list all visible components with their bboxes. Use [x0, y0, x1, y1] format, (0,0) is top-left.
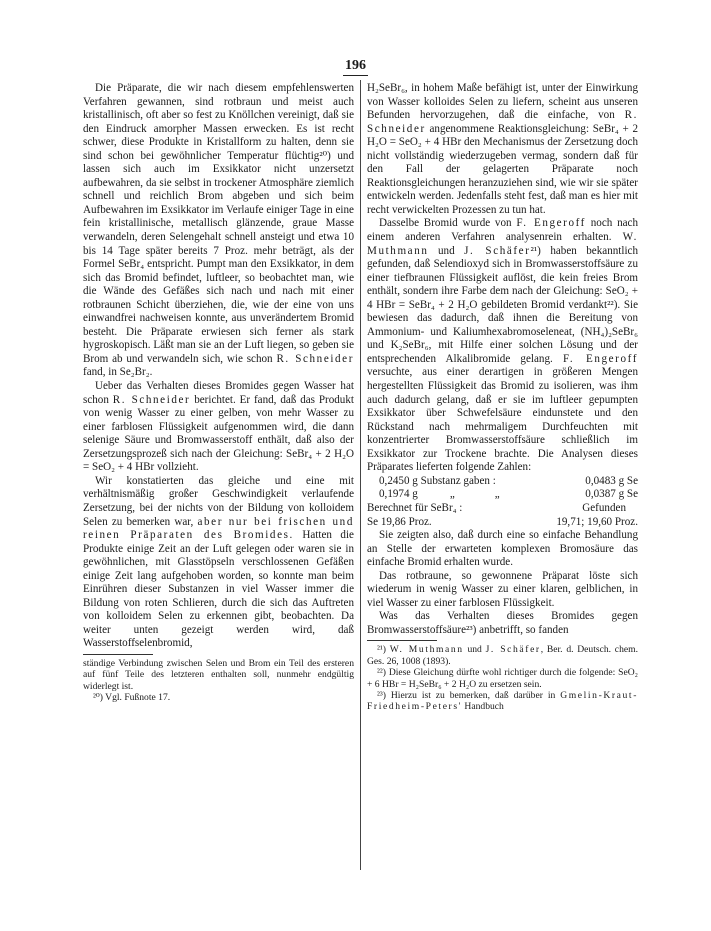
- paragraph: Was das Verhalten dieses Bromides gegen Bromwasserstoffsäure²³) anbetrifft, so fanden: [367, 610, 638, 636]
- paragraph: Ueber das Verhalten dieses Bromides gegen Wasser hat schon R. Schneider berichtet. Er fand, daß das Produkt von wenig Wasser zu einer gelben, von mehr Wasser zu einer farblosen Flüssigkeit aufgenommen wird, die dann selenige Säure und Bromwasserstoff enthält, daß also der Zersetzungsprozeß sich nach der Gleichung: SeBr₄ + 2 H₂O = SeO₂ + 4 HBr vollzieht.: [83, 380, 354, 474]
- column-divider: [360, 80, 361, 870]
- table-row: 0,1974 g „ „ 0,0387 g Se: [379, 488, 638, 501]
- emphasized-text: aber nur bei frischen und reinen Präparaten des Bromides.: [83, 515, 354, 542]
- footnote-20: ²⁰) Vgl. Fußnote 17.: [93, 692, 171, 704]
- footnote-rule: [83, 654, 153, 655]
- paragraph: H₂SeBr₆, in hohem Maße befähigt ist, unter der Einwirkung von Wasser kolloides Selen zu liefern, scheint aus unseren Befunden hervorzugehen, daß die einfache, von R. Schneider angenommene Reaktionsgleichung: SeBr₄ + 2 H₂O = SeO₂ + 4 HBr den Mechanismus der Zersetzung doch nicht vollständig wiederzugeben vermag, sondern daß für den Fall der gelagerten Präparate noch Reaktionsgleichungen heranzuziehen sind, wie wir sie später entwickeln werden. Jedenfalls steht fest, daß man es hier mit recht verwickelten Prozessen zu tun hat.: [367, 82, 638, 216]
- author-name: R. Schneider: [276, 352, 354, 365]
- paragraph: Die Präparate, die wir nach diesem empfehlenswerten Verfahren gewannen, sind rotbraun und meist auch kristallinisch, oft aber so fest zu Knöllchen vereinigt, daß sie den Eindruck amorpher Massen erwecken. Es ist recht schwer, diese Produkte in Kristallform zu halten, denn sie sind schon bei gewöhnlicher Temperatur flüchtig²⁰) und lassen sich auch im Exsikkator nicht unzersetzt aufbewahren, da sie selbst in trockener Atmosphäre ziemlich schnell und reichlich Brom abgeben und sich beim Aufbewahren im Exsikkator im Verlaufe einiger Tage in eine fein kristallinische, metallisch glänzende, graue Masse verwandeln, deren Selengehalt schnell ansteigt und etwa 10 bis 14 Tage später bereits 7 Proz. mehr beträgt, als der Formel SeBr₄ entspricht. Pumpt man den Exsikkator, in dem sich das Bromid befindet, luftleer, so beobachtet man, wie die Wände des Gefäßes sich nach und nach mit einer rotbraunen Schicht überziehen, die, wie der eine von uns einwandfrei nachweisen konnte, aus unverändertem Bromid besteht. Die Präparate erwiesen sich ferner als stark hygroskopisch. Läßt man sie an der Luft liegen, so geben sie Brom ab und verwandeln sich, wie schon R. Schneider fand, in Se₂Br₂.: [83, 82, 354, 379]
- table-row: 0,2450 g Substanz gaben : 0,0483 g Se: [379, 474, 638, 487]
- analysis-table: [367, 475, 638, 529]
- author-name: J. Schäfer: [464, 244, 531, 257]
- author-name: F. Engeroff: [562, 352, 638, 365]
- paragraph: Sie zeigten also, daß durch eine so einfache Behandlung an Stelle der erwarteten komplexen Bromosäure das einfache Bromid erhalten wurde.: [367, 529, 638, 569]
- page-number: 196: [0, 58, 711, 76]
- footnote-22: ²²) Diese Gleichung dürfte wohl richtiger durch die folgende: SeO₂ + 6 HBr = H₂SeBr₆ + 2 H₂O zu ersetzen sein.: [367, 667, 638, 690]
- table-row: Se 19,86 Proz. 19,71; 19,60 Proz.: [367, 515, 638, 528]
- paragraph: Wir konstatierten das gleiche und eine mit verhältnismäßig großer Geschwindigkeit verlaufende Zersetzung, bei der nichts von der Bildung von kolloidem Selen zu bemerken war, aber nur bei frischen und reinen Präparaten des Bromides. Hatten die Produkte einige Zeit an der Luft gelegen oder waren sie in gewöhnlichen, mit Glasstöpseln verschlossenen Gefäßen einige Zeit lang aufgehoben worden, so konnte man beim Einrühren dieser Substanzen in viel Wasser immer die Bildung von roten Schlieren, durch die sich das Auftreten von kolloidem Selen zu erkennen gibt, beobachten. Da weiter unten gezeigt werden wird, daß Wasserstoffselenbromid,: [83, 474, 354, 650]
- footnote-21: ²¹) W. Muthmann und J. Schäfer, Ber. d. Deutsch. chem. Ges. 26, 1008 (1893).: [367, 644, 638, 667]
- table-row: Berechnet für SeBr₄ : Gefunden: [367, 501, 626, 514]
- author-name: R. Schneider: [367, 109, 638, 135]
- author-name: F. Engeroff: [516, 217, 586, 230]
- footnote-continuation: ständige Verbindung zwischen Selen und Brom ein Teil des ersteren auf fünf Teile des letzteren enthalten soll, nunmehr endgültig widerlegt ist.: [83, 657, 354, 692]
- paragraph: Dasselbe Bromid wurde von F. Engeroff noch nach einem anderen Verfahren analysenrein erhalten. W. Muthmann und J. Schäfer²¹) haben bekanntlich gefunden, daß Selendioxyd sich in Bromwasserstoffsäure zu einer tiefbraunen Flüssigkeit auflöst, die kein freies Brom enthält, sondern ihre Farbe dem nach der Gleichung: SeO₂ + 4 HBr = SeBr₄ + 2 H₂O gebildeten Bromid verdankt²²). Sie bewiesen das dadurch, daß ihnen die Bereitung von Ammonium- und Kaliumhexabromoseleneat, (NH₄)₂SeBr₆ und K₂SeBr₆, mit Hilfe einer solchen Lösung und der entsprechenden Alkalibromide gelang. F. Engeroff versuchte, aus einer derartigen in größeren Mengen hergestellten Flüssigkeit das Bromid zu isolieren, was ihm auch dadurch gelang, daß er sie im luftleer gepumpten Exsikkator über Schwefelsäure eindunstete und den Rückstand nach mehrmaligem Durchfeuchten mit konzentrierter Bromwasserstoffsäure schließlich im Exsikkator zur Trockene brachte. Die Analysen dieses Präparates lieferten folgende Zahlen:: [367, 217, 639, 474]
- left-column: [83, 82, 354, 704]
- author-name: R. Schneider: [112, 393, 191, 406]
- right-column: [367, 82, 638, 713]
- footnote-rule: [367, 640, 437, 641]
- paragraph: Das rotbraune, so gewonnene Präparat löste sich wiederum in wenig Wasser zu einer klaren, gelblichen, in viel Wasser zu einer farblosen Flüssigkeit.: [367, 569, 638, 609]
- footnote-23: ²³) Hierzu ist zu bemerken, daß darüber in Gmelin-Kraut-Friedheim-Peters' Handbuch: [367, 690, 638, 713]
- author-name: W. Muthmann: [367, 231, 638, 257]
